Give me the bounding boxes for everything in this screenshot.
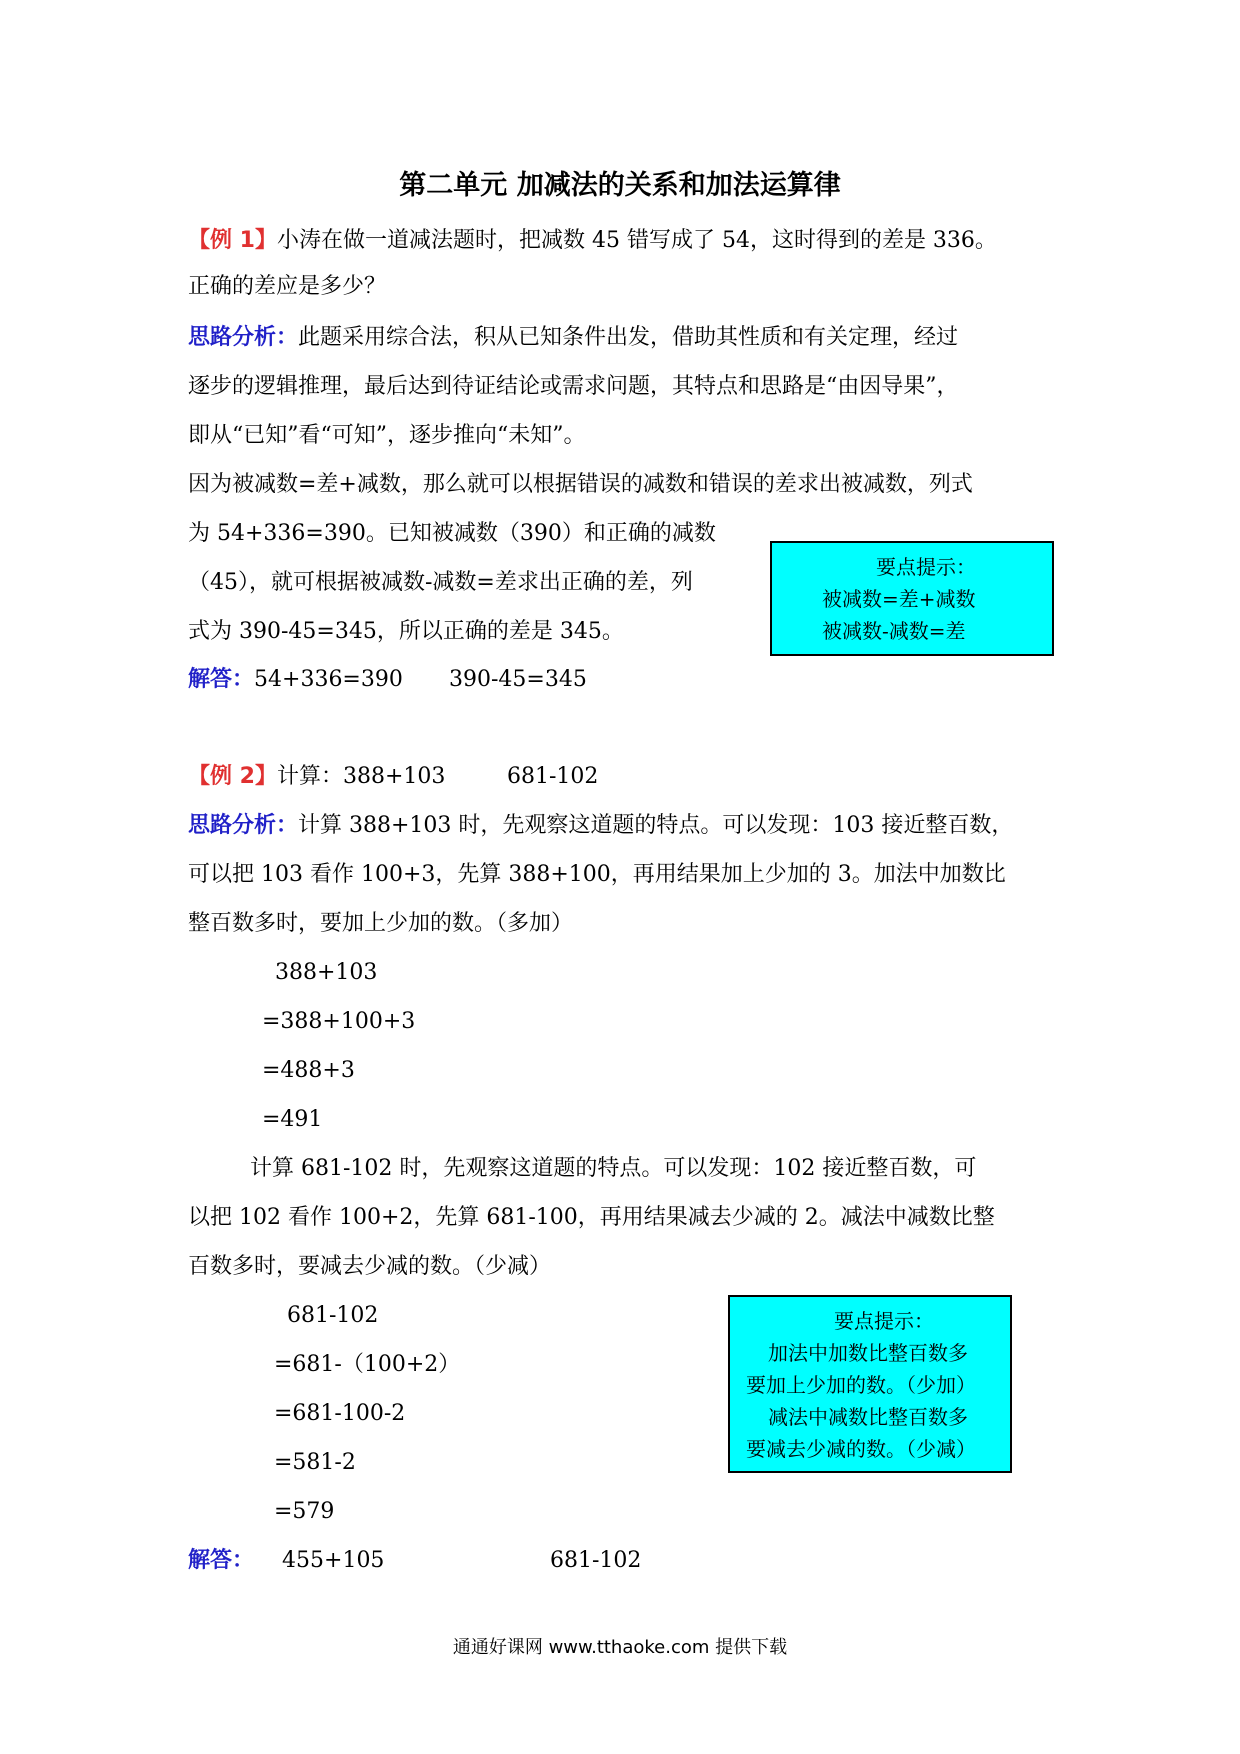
ex1-tip-title: 要点提示： [876, 555, 976, 579]
ex2-answer-a: 455+105 [282, 1548, 385, 1573]
ex1-analysis-line-3: 即从“已知”看“可知”，逐步推向“未知”。 [188, 423, 586, 448]
ex2-step2-4: =579 [274, 1499, 335, 1524]
ex2-step1-3: =491 [262, 1107, 323, 1132]
ex2-analysis-line-3: 整百数多时，要加上少加的数。（多加） [188, 911, 574, 936]
ex2-answer-b: 681-102 [550, 1548, 642, 1573]
ex2-step1-2: =488+3 [262, 1058, 355, 1083]
ex1-analysis-label: 思路分析： [188, 325, 299, 350]
ex1-analysis-line-5: 为 54+336=390。已知被减数（390）和正确的减数 [188, 521, 716, 546]
ex1-question-line-2: 正确的差应是多少？ [188, 274, 387, 299]
ex1-question-text-1: 小涛在做一道减法题时，把减数 45 错写成了 54，这时得到的差是 336。 [276, 228, 997, 253]
ex2-step1-1: =388+100+3 [262, 1009, 416, 1034]
ex2-para2-line-3: 百数多时，要减去少减的数。（少减） [188, 1254, 552, 1279]
ex2-step1-0: 388+103 [275, 960, 378, 985]
ex1-analysis-line-6: （45），就可根据被减数-减数=差求出正确的差，列 [188, 570, 693, 595]
ex2-tip-box [728, 1295, 1012, 1473]
ex2-label: 【例 2】 [188, 764, 277, 789]
ex2-para2-line-1: 计算 681-102 时，先观察这道题的特点。可以发现：102 接近整百数，可 [250, 1156, 977, 1181]
ex1-answer-b: 390-45=345 [449, 667, 587, 692]
ex1-analysis-line-1 [188, 323, 958, 353]
footer: 通通好课网 www.tthaoke.com 提供下载 [452, 1637, 788, 1658]
page-title: 第二单元 加减法的关系和加法运算律 [399, 170, 841, 201]
ex1-answer-line [188, 665, 403, 695]
ex2-tip-title: 要点提示： [834, 1309, 934, 1333]
ex1-question-line-1 [188, 226, 997, 256]
ex2-answer-line [188, 1546, 384, 1576]
ex2-tip-line-2: 要加上少加的数。（少加） [746, 1373, 976, 1397]
ex2-answer-label: 解答： [188, 1548, 255, 1573]
ex1-analysis-line-7: 式为 390-45=345，所以正确的差是 345。 [188, 619, 624, 644]
ex2-step2-2: =681-100-2 [274, 1401, 406, 1426]
ex2-analysis-text-1: 计算 388+103 时，先观察这道题的特点。可以发现：103 接近整百数， [298, 813, 1014, 838]
ex2-analysis-label: 思路分析： [188, 813, 299, 838]
ex1-tip-line-1: 被减数=差+减数 [822, 587, 976, 611]
ex2-tip-line-1: 加法中加数比整百数多 [768, 1341, 968, 1365]
ex1-analysis-line-4: 因为被减数=差+减数，那么就可以根据错误的减数和错误的差求出被减数，列式 [188, 472, 973, 497]
ex2-analysis-line-2: 可以把 103 看作 100+3，先算 388+100，再用结果加上少加的 3。加法中加数比 [188, 862, 1006, 887]
ex1-answer-label: 解答： [188, 667, 255, 692]
ex2-analysis-line-1 [188, 811, 1013, 841]
ex2-step2-0: 681-102 [287, 1303, 379, 1328]
ex2-step2-3: =581-2 [274, 1450, 356, 1475]
ex1-tip-line-2: 被减数-减数=差 [822, 619, 966, 643]
ex2-question-line [188, 762, 445, 792]
ex1-tip-box [770, 541, 1054, 656]
ex1-label: 【例 1】 [188, 228, 277, 253]
ex1-answer-a: 54+336=390 [254, 667, 403, 692]
ex2-question-b: 681-102 [507, 764, 599, 789]
ex2-tip-line-3: 减法中减数比整百数多 [768, 1405, 968, 1429]
ex2-tip-line-4: 要减去少减的数。（少减） [746, 1437, 976, 1461]
ex2-para2-line-2: 以把 102 看作 100+2，先算 681-100，再用结果减去少减的 2。减法中减数比整 [188, 1205, 995, 1230]
ex2-step2-1: =681-（100+2） [274, 1352, 461, 1377]
ex1-analysis-line-2: 逐步的逻辑推理，最后达到待证结论或需求问题，其特点和思路是“由因导果”， [188, 374, 959, 399]
ex1-analysis-text-1: 此题采用综合法，积从已知条件出发，借助其性质和有关定理，经过 [298, 325, 959, 350]
ex2-question-text: 计算：388+103 [276, 764, 446, 789]
